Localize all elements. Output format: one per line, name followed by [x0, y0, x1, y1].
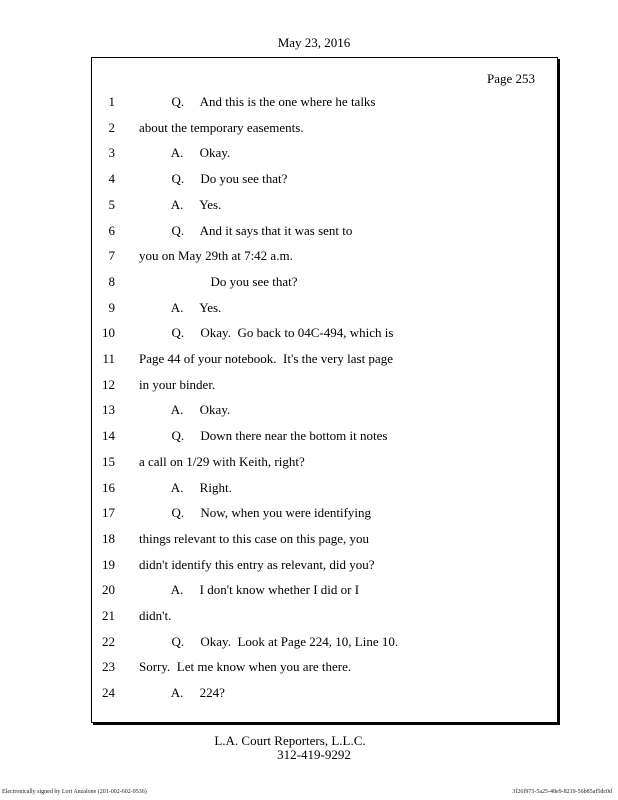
transcript-line: [0, 325, 560, 345]
line-text: Q. Now, when you were identifying: [139, 505, 372, 521]
reporter-firm: L.A. Court Reporters, L.L.C.: [214, 733, 366, 748]
transcript-line: [0, 94, 560, 114]
line-number: 12: [102, 376, 115, 392]
transcript-line: [0, 557, 560, 577]
transcript-line: [0, 300, 560, 320]
transcript-line: [0, 223, 560, 243]
transcript-line: [0, 582, 560, 602]
document-hash: 3f26f973-5a25-48e9-8219-56b85af5dc0d: [512, 789, 612, 795]
line-text: a call on 1/29 with Keith, right?: [139, 453, 305, 469]
transcript-line: [0, 428, 560, 448]
line-number: 24: [102, 685, 115, 701]
line-text: didn't identify this entry as relevant, did you?: [139, 556, 375, 572]
transcript-line: [0, 634, 560, 654]
reporter-phone: 312-419-9292: [277, 747, 351, 762]
page-number: Page 253: [487, 71, 536, 86]
line-text: things relevant to this case on this page, you: [139, 530, 369, 546]
line-text: Q. Okay. Go back to 04C-494, which is: [139, 325, 394, 341]
line-text: Q. Okay. Look at Page 224, 10, Line 10.: [139, 633, 399, 649]
line-text: A. Okay.: [139, 402, 231, 418]
transcript-line: [0, 608, 560, 628]
line-number: 1: [108, 94, 115, 109]
line-number: 18: [102, 530, 115, 546]
line-number: 16: [102, 479, 115, 495]
line-text: in your binder.: [139, 376, 216, 392]
transcript-line: [0, 145, 560, 165]
line-number: 8: [108, 273, 115, 289]
electronic-signature: Electronically signed by Lori Anzalone (201-002-602-9536): [2, 789, 147, 795]
line-text: Q. Down there near the bottom it notes: [139, 428, 388, 444]
line-text: Do you see that?: [139, 273, 298, 289]
line-number: 4: [108, 171, 115, 187]
line-text: you on May 29th at 7:42 a.m.: [139, 248, 293, 264]
line-number: 15: [102, 453, 115, 469]
line-text: A. Right.: [139, 479, 232, 495]
transcript-line: [0, 659, 560, 679]
line-text: Sorry. Let me know when you are there.: [139, 659, 352, 675]
line-number: 3: [108, 145, 115, 161]
transcript-line: [0, 248, 560, 268]
transcript-line: [0, 274, 560, 294]
transcript-line: [0, 402, 560, 422]
line-number: 11: [102, 351, 115, 366]
transcript-line: [0, 480, 560, 500]
line-text: A. I don't know whether I did or I: [139, 582, 360, 598]
line-text: A. Yes.: [139, 196, 222, 212]
line-number: 14: [102, 428, 115, 444]
transcript-date: May 23, 2016: [277, 35, 351, 50]
transcript-line: [0, 120, 560, 140]
line-number: 22: [102, 633, 115, 649]
transcript-line: [0, 171, 560, 191]
line-number: 20: [102, 582, 115, 598]
transcript-line: [0, 351, 560, 371]
transcript-line: [0, 377, 560, 397]
transcript-line: [0, 454, 560, 474]
line-number: 19: [102, 556, 115, 572]
line-text: about the temporary easements.: [139, 119, 304, 135]
line-text: Page 44 of your notebook. It's the very last page: [139, 351, 393, 366]
transcript-line: [0, 685, 560, 705]
line-text: A. Okay.: [139, 145, 231, 161]
transcript-line: [0, 197, 560, 217]
line-text: A. Yes.: [139, 299, 222, 315]
line-number: 7: [108, 248, 115, 264]
line-number: 2: [108, 119, 115, 135]
line-text: Q. And this is the one where he talks: [139, 94, 376, 109]
line-text: A. 224?: [139, 685, 225, 701]
line-text: Q. Do you see that?: [139, 171, 288, 187]
line-number: 17: [102, 505, 115, 521]
line-number: 6: [108, 222, 115, 238]
line-number: 13: [102, 402, 115, 418]
transcript-line: [0, 505, 560, 525]
transcript-line: [0, 531, 560, 551]
line-number: 23: [102, 659, 115, 675]
line-number: 5: [108, 196, 115, 212]
line-number: 9: [108, 299, 115, 315]
line-text: didn't.: [139, 608, 172, 623]
line-text: Q. And it says that it was sent to: [139, 222, 353, 238]
line-number: 10: [102, 325, 115, 341]
line-number: 21: [102, 608, 115, 623]
